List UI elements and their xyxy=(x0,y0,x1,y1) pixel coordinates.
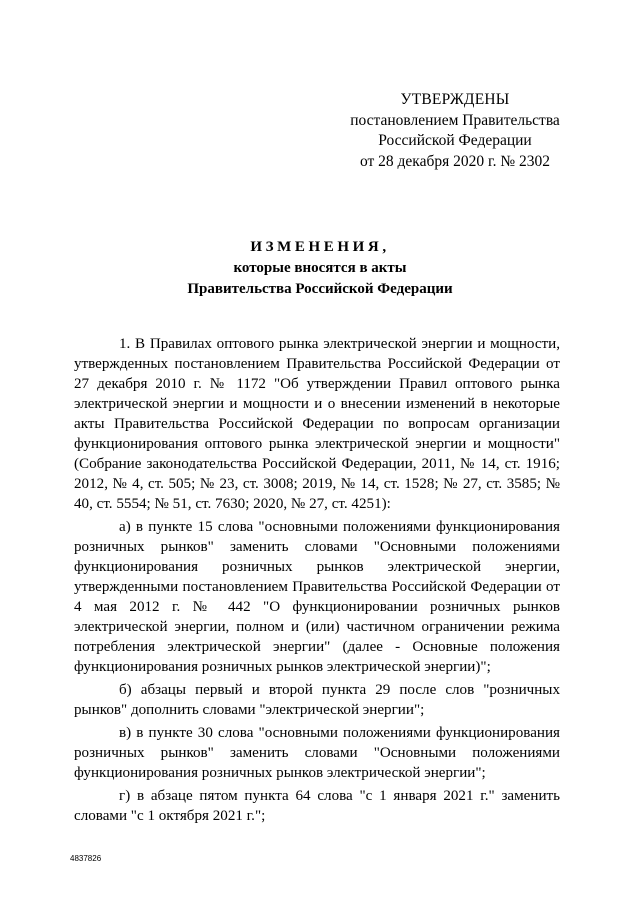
approval-stamp xyxy=(340,90,570,172)
approval-line-1: постановлением Правительства xyxy=(350,111,560,129)
title-heading: ИЗМЕНЕНИЯ, xyxy=(250,239,390,255)
approval-heading: УТВЕРЖДЕНЫ xyxy=(400,91,510,108)
paragraph-g: г) в абзаце пятом пункта 64 слова "с 1 января 2021 г." заменить словами "с 1 октября 2021 г."; xyxy=(74,788,560,824)
paragraph-a: а) в пункте 15 слова "основными положениями функционирования розничных рынков" заменить словами "Основными положениями функционирования розничных рынков электрической энергии, утвержденными постановлением Правительства Российской Федерации от 4 мая 2012 г. № 442 "О функционировании розничных рынков электрической энергии, полном и (или) частичном ограничении режима потребления электрической энергии" (далее - Основные положения функционирования розничных рынков электрической энергии)"; xyxy=(74,519,560,675)
paragraph-v: в) в пункте 30 слова "основными положениями функционирования розничных рынков" заменить словами "Основными положениями функционирования розничных рынков электрической энергии"; xyxy=(74,725,560,781)
title-subtitle-1: которые вносятся в акты xyxy=(233,260,407,276)
approval-line-3: от 28 декабря 2020 г. № 2302 xyxy=(359,152,551,170)
paragraph-1: 1. В Правилах оптового рынка электрической энергии и мощности, утвержденных постановлением Правительства Российской Федерации от 27 декабря 2010 г. № 1172 "Об утверждении Правил оптового рынка электрической энергии и мощности и о внесении изменений в некоторые акты Правительства Российской Федерации по вопросам организации функционирования оптового рынка электрической энергии и мощности" (Собрание законодательства Российской Федерации, 2011, № 14, ст. 1916; 2012, № 4, ст. 505; № 23, ст. 3008; 2019, № 14, ст. 1528; № 27, ст. 3585; № 40, ст. 5554; № 51, ст. 7630; 2020, № 27, ст. 4251): xyxy=(74,336,560,512)
paragraph-b: б) абзацы первый и второй пункта 29 после слов "розничных рынков" дополнить словами "электрической энергии"; xyxy=(74,682,560,718)
title-subtitle-2: Правительства Российской Федерации xyxy=(187,281,453,297)
document-body xyxy=(74,334,560,826)
document-title xyxy=(60,237,580,300)
document-number: 4837826 xyxy=(70,854,102,863)
approval-line-2: Российской Федерации xyxy=(378,132,532,149)
